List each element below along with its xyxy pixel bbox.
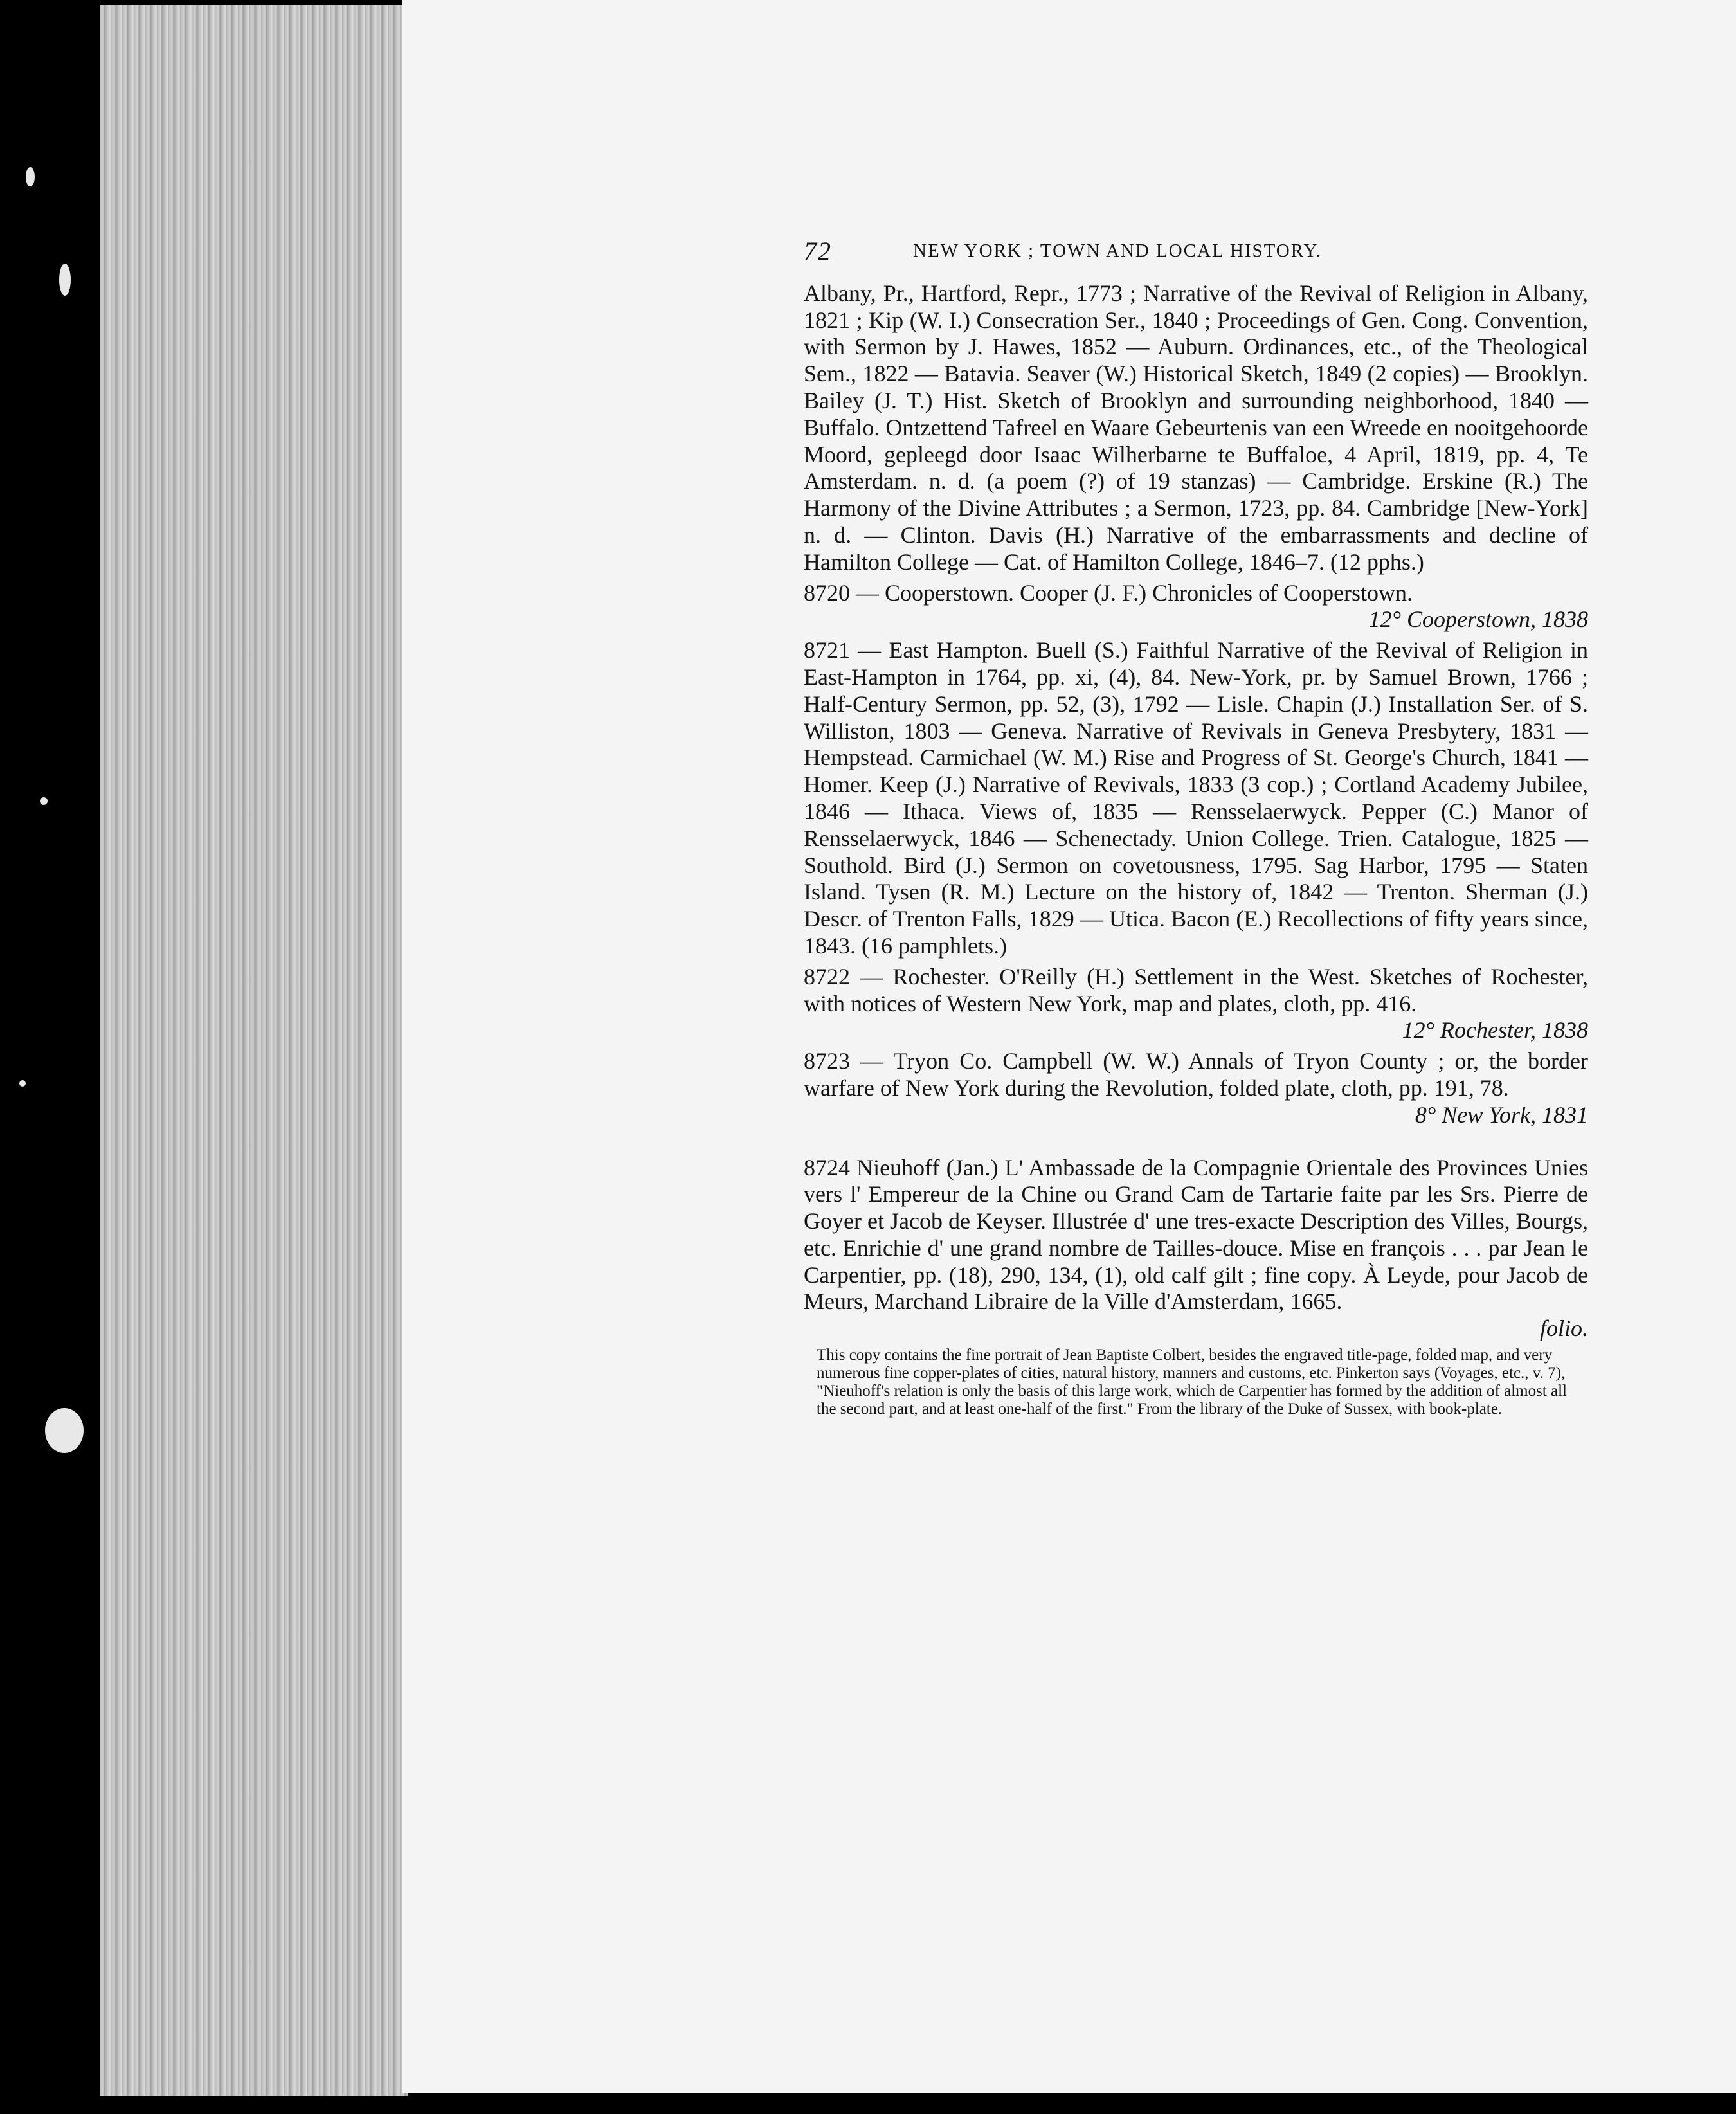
page-number: 72: [804, 237, 832, 266]
catalog-entry: [804, 637, 1588, 960]
page-edges: [100, 5, 408, 2096]
entry-imprint: 12° Cooperstown, 1838: [1368, 606, 1588, 633]
entry-imprint: 8° New York, 1831: [1415, 1101, 1588, 1128]
catalog-entry: [804, 1048, 1588, 1128]
catalog-entry: [804, 280, 1588, 576]
entry-text: 8724 Nieuhoff (Jan.) L' Ambassade de la Compagnie Orientale des Provinces Unies vers l' Empereur de la Chine ou Grand Cam de Tartarie faite par les Srs. Pierre de Goyer et Jacob de Keyser. Illustrée d' une tres-exacte Description des Villes, Bourgs, etc. Enrichie d' une grand nombre de Tailles-douce. Mise en françois . . . par Jean le Carpentier, pp. (18), 290, 134, (1), old calf gilt ; fine copy. À Leyde, pour Jacob de Meurs, Marchand Libraire de la Ville d'Amsterdam, 1665.: [804, 1154, 1588, 1315]
catalog-entry: [804, 1155, 1588, 1343]
dust-speck: [59, 264, 71, 296]
page-text: [804, 238, 1588, 1418]
entry-imprint: 12° Rochester, 1838: [1402, 1017, 1588, 1043]
entry-text: 8721 — East Hampton. Buell (S.) Faithful Narrative of the Revival of Religion in East-Hampton in 1764, pp. xi, (4), 84. New-York, pr. by Samuel Brown, 1766 ; Half-Century Sermon, pp. 52, (3), 1792 — Lisle. Chapin (J.) Installation Ser. of S. Williston, 1803 — Geneva. Narrative of Revivals in Geneva Presbytery, 1831 — Hempstead. Carmichael (W. M.) Rise and Progress of St. George's Church, 1841 — Homer. Keep (J.) Narrative of Revivals, 1833 (3 cop.) ; Cortland Academy Jubilee, 1846 — Ithaca. Views of, 1835 — Rensselaerwyck. Pepper (C.) Manor of Rensselaerwyck, 1846 — Schenectady. Union College. Trien. Catalogue, 1825 — Southold. Bird (J.) Sermon on covetousness, 1795. Sag Harbor, 1795 — Staten Island. Tysen (R. M.) Lecture on the history of, 1842 — Trenton. Sherman (J.) Descr. of Trenton Falls, 1829 — Utica. Bacon (E.) Recollections of fifty years since, 1843. (16 pamphlets.): [804, 637, 1588, 959]
dust-speck: [26, 167, 35, 186]
entry-text: 8722 — Rochester. O'Reilly (H.) Settlement in the West. Sketches of Rochester, with notices of Western New York, map and plates, cloth, pp. 416.: [804, 963, 1588, 1016]
running-head: NEW YORK ; TOWN AND LOCAL HISTORY.: [913, 240, 1322, 261]
entry-text: 8723 — Tryon Co. Campbell (W. W.) Annals of Tryon County ; or, the border warfare of New York during the Revolution, folded plate, cloth, pp. 191, 78.: [804, 1048, 1588, 1101]
entry-note: This copy contains the fine portrait of Jean Baptiste Colbert, besides the engraved title-page, folded map, and very numerous fine copper-plates of cities, natural history, manners and customs, etc. Pinkerton says (Voyages, etc., v. 7), "Nieuhoff's relation is only the basis of this large work, which de Carpentier has formed by the addition of almost all the second part, and at least one-half of the first." From the library of the Duke of Sussex, with book-plate.: [817, 1346, 1568, 1418]
entry-imprint: folio.: [1539, 1315, 1588, 1342]
dust-speck: [40, 797, 48, 805]
catalog-entry: [804, 580, 1588, 634]
entry-text: Albany, Pr., Hartford, Repr., 1773 ; Narrative of the Revival of Religion in Albany, 1821 ; Kip (W. I.) Consecration Ser., 1840 ; Proceedings of Gen. Cong. Convention, with Sermon by J. Hawes, 1852 — Auburn. Ordinances, etc., of the Theological Sem., 1822 — Batavia. Seaver (W.) Historical Sketch, 1849 (2 copies) — Brooklyn. Bailey (J. T.) Hist. Sketch of Brooklyn and surrounding neighborhood, 1840 — Buffalo. Ontzettend Tafreel en Waare Gebeurtenis van een Wreede en nooitgehoorde Moord, gepleegd door Isaac Wilherbarne te Buffaloe, 4 April, 1819, pp. 4, Te Amsterdam. n. d. (a poem (?) of 19 stanzas) — Cambridge. Erskine (R.) The Harmony of the Divine Attributes ; a Sermon, 1723, pp. 84. Cambridge [New-York] n. d. — Clinton. Davis (H.) Narrative of the embarrassments and decline of Hamilton College — Cat. of Hamilton College, 1846–7. (12 pphs.): [804, 280, 1588, 575]
dust-speck: [19, 1080, 26, 1087]
page-header: [804, 238, 1588, 265]
entry-text: 8720 — Cooperstown. Cooper (J. F.) Chronicles of Cooperstown.: [804, 579, 1413, 606]
dust-speck: [45, 1408, 84, 1453]
catalog-entry: [804, 964, 1588, 1044]
